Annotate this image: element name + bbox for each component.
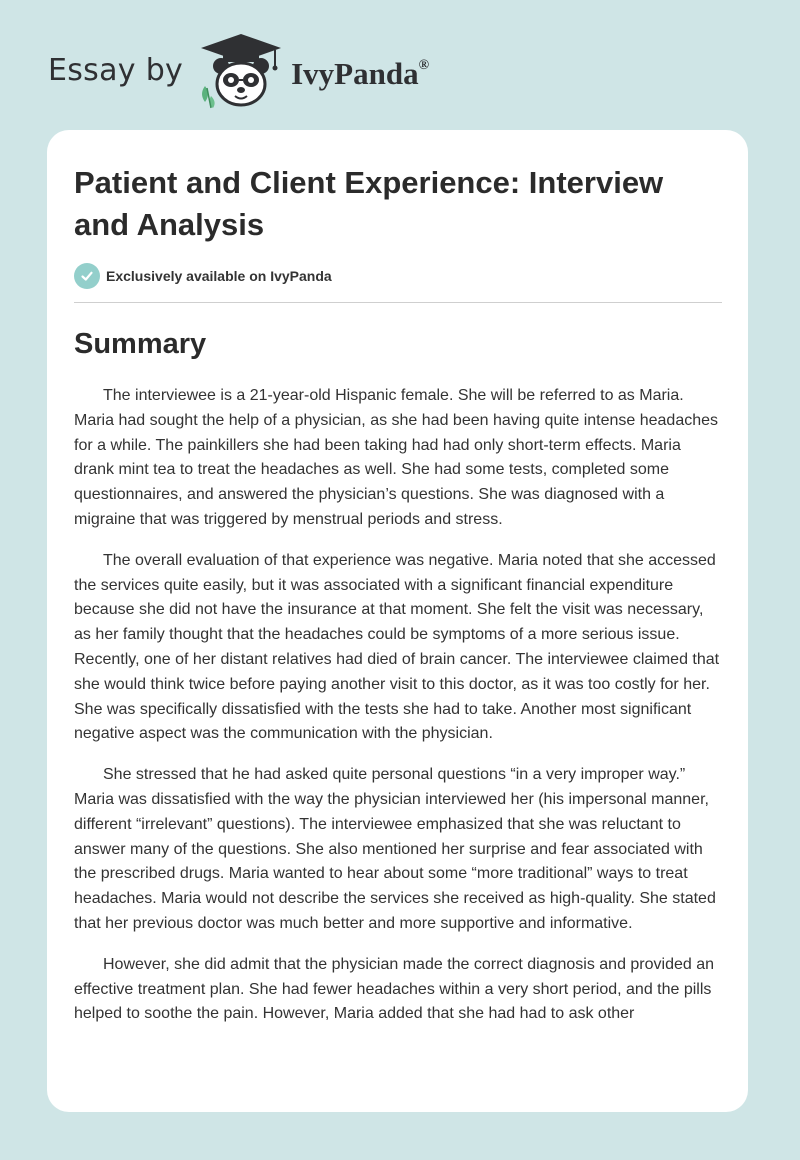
paragraph: She stressed that he had asked quite personal questions “in a very improper way.” Maria was dissatisfied with the way the physician interviewed her (his impersonal manner, different “irrelevant” questions). The interviewee emphasized that she was reluctant to answer many of the questions. She also mentioned her surprise and fear associated with the prescribed drugs. Maria wanted to hear about some “more traditional” ways to treat headaches. Maria would not describe the services she received as high-quality. She stated that her previous doctor was much better and more supportive and informative. [74,766,716,932]
paragraph: The interviewee is a 21-year-old Hispanic female. She will be referred to as Maria. Maria had sought the help of a physician, as she had been having quite intense headaches for a while. The painkillers she had been taking had had only short-term effects. Maria drank mint tea to treat the headaches as well. She had some tests, completed some questionnaires, and answered the physician’s questions. She was diagnosed with a migraine that was triggered by menstrual periods and stress. [74,387,719,528]
essay-body [74,384,724,1043]
paragraph: The overall evaluation of that experience was negative. Maria noted that she accessed the services quite easily, but it was associated with a significant financial expenditure because she did not have the insurance at that moment. She felt the visit was necessary, as her family thought that the headaches could be symptoms of a more serious issue. Recently, one of her distant relatives had died of brain cancer. The interviewee claimed that she would think twice before paying another visit to this doctor, as it was too costly for her. She was specifically dissatisfied with the tests she had to take. Another most significant negative aspect was the communication with the physician. [74,551,720,743]
site-header [48,30,508,110]
paragraph: However, she did admit that the physician made the correct diagnosis and provided an effective treatment plan. She had fewer headaches within a very short period, and the pills helped to soothe the pain. However, Maria added that she had had to ask other [74,955,715,1023]
essay-card [47,130,748,1112]
essay-by-label: Essay by [48,52,184,88]
exclusive-badge [74,263,332,289]
section-heading: Summary [74,328,207,360]
exclusive-badge-text: Exclusively available on IvyPanda [106,268,332,284]
registered-mark: ® [418,58,430,73]
check-icon [74,263,100,289]
page-title: Patient and Client Experience: Interview and Analysis [74,165,664,242]
panda-graduate-icon[interactable] [195,30,287,110]
divider [74,302,722,303]
brand-name[interactable]: IvyPanda® [291,56,430,91]
